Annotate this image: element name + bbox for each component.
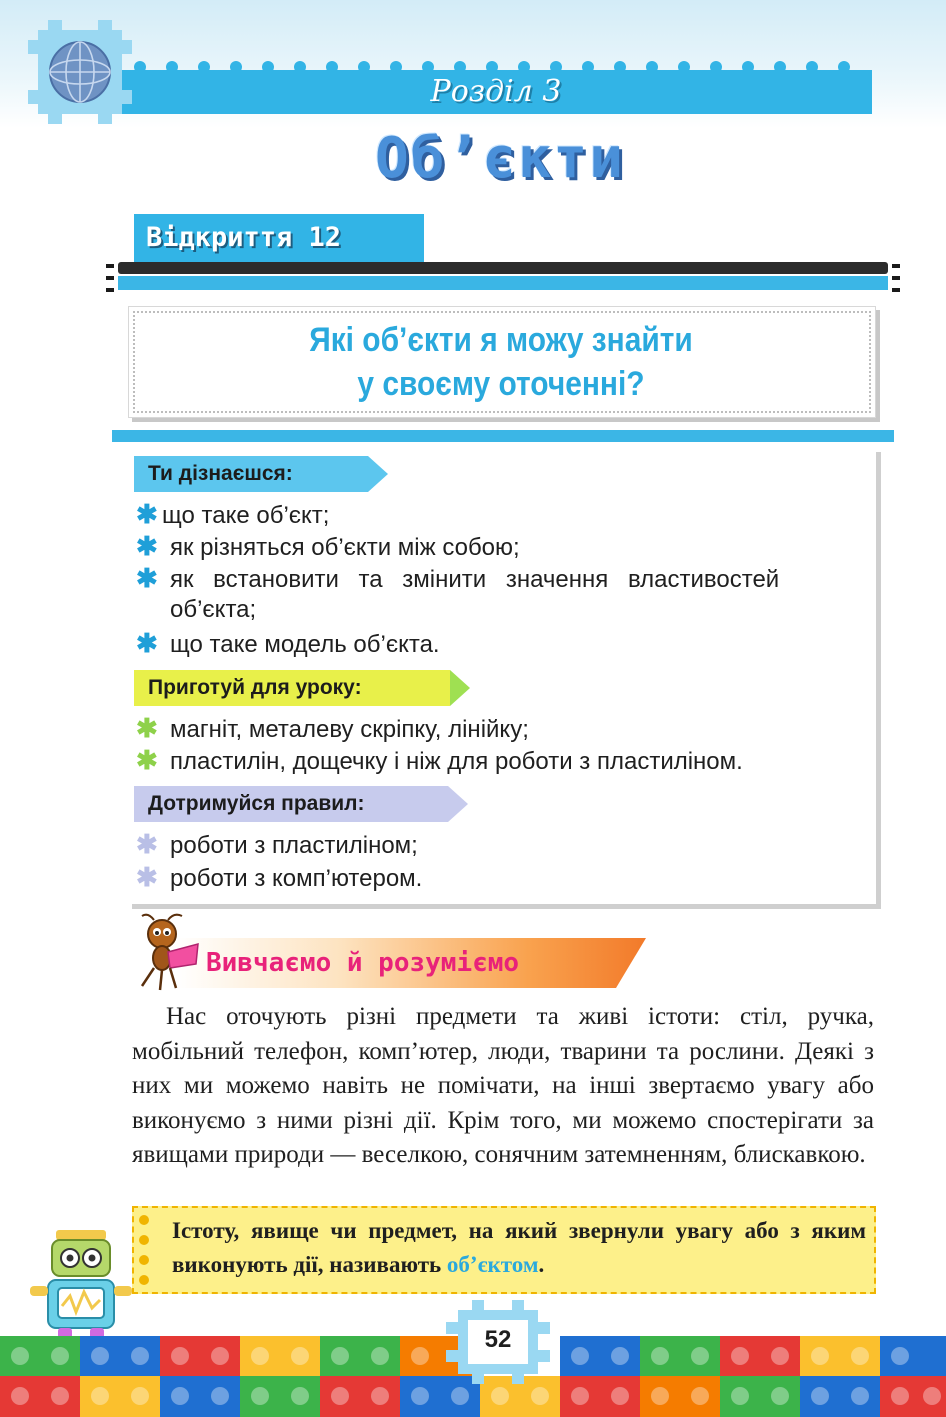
page-number: 52: [484, 1326, 512, 1353]
asterisk-icon: ✱: [136, 862, 158, 892]
question-line-1: Які об’єкти я можу знайти: [309, 321, 693, 359]
prepare-heading: [134, 670, 450, 706]
learn-item: ✱ як встановити та змінити значення властивостей: [136, 563, 780, 593]
question-line-2: у своєму оточенні?: [357, 365, 645, 403]
divider-blue-lower: [112, 430, 894, 442]
learn-item-continuation: об’єкта;: [170, 596, 257, 623]
ant-mascot-icon: [124, 912, 206, 994]
definition-term: об’єктом: [446, 1252, 539, 1277]
asterisk-icon: ✱: [136, 563, 158, 593]
learn-item: ✱ що таке об’єкт;: [136, 499, 330, 529]
definition-dots-icon: [138, 1212, 150, 1286]
prepare-item: ✱ магніт, металеву скріпку, лінійку;: [136, 713, 529, 743]
asterisk-icon: ✱: [136, 829, 158, 859]
learn-heading-text: Ти дізнаєшся:: [148, 462, 293, 485]
rules-item: ✱ роботи з пластиліном;: [136, 829, 418, 859]
learn-item: ✱ що таке модель об’єкта.: [136, 628, 440, 658]
section-heading: Вивчаємо й розуміємо: [206, 948, 520, 978]
learn-heading: [134, 456, 368, 492]
asterisk-icon: ✱: [136, 745, 158, 775]
discovery-label: Відкриття 12: [146, 222, 342, 253]
chapter-label: Розділ 3: [430, 74, 562, 109]
prepare-item: ✱ пластилін, дощечку і ніж для роботи з пластиліном.: [136, 745, 743, 775]
asterisk-icon: ✱: [136, 531, 158, 561]
rules-item: ✱ роботи з комп’ютером.: [136, 862, 423, 892]
learn-item: ✱ як різняться об’єкти між собою;: [136, 531, 520, 561]
asterisk-icon: ✱: [136, 713, 158, 743]
intro-paragraph: Нас оточують різні предмети та живі істоти: стіл, ручка, мобільний телефон, комп’ютер, люди, тварини та рослини. Деякі з них ми можемо навіть не помічати, на інші звертаємо увагу або виконуємо з ними різні дії. Крім того, ми можемо спостерігати за явищами природи — веселкою, сонячним затемненням, блискавкою.: [132, 1003, 874, 1169]
asterisk-icon: ✱: [136, 499, 158, 529]
globe-icon: [28, 20, 132, 124]
rules-heading: [134, 786, 448, 822]
definition-text: Істоту, явище чи предмет, на який звернули увагу або з яким виконують дії, називають об’єктом.: [172, 1218, 866, 1277]
robot-mascot-icon: [28, 1226, 134, 1352]
key-question: [173, 318, 829, 406]
prepare-heading-text: Приготуй для уроку:: [148, 676, 362, 699]
asterisk-icon: ✱: [136, 628, 158, 658]
rules-heading-text: Дотримуйся правил:: [148, 792, 365, 815]
rail-pins-icon: [104, 258, 902, 298]
chapter-title: Об’єкти: [374, 126, 625, 191]
